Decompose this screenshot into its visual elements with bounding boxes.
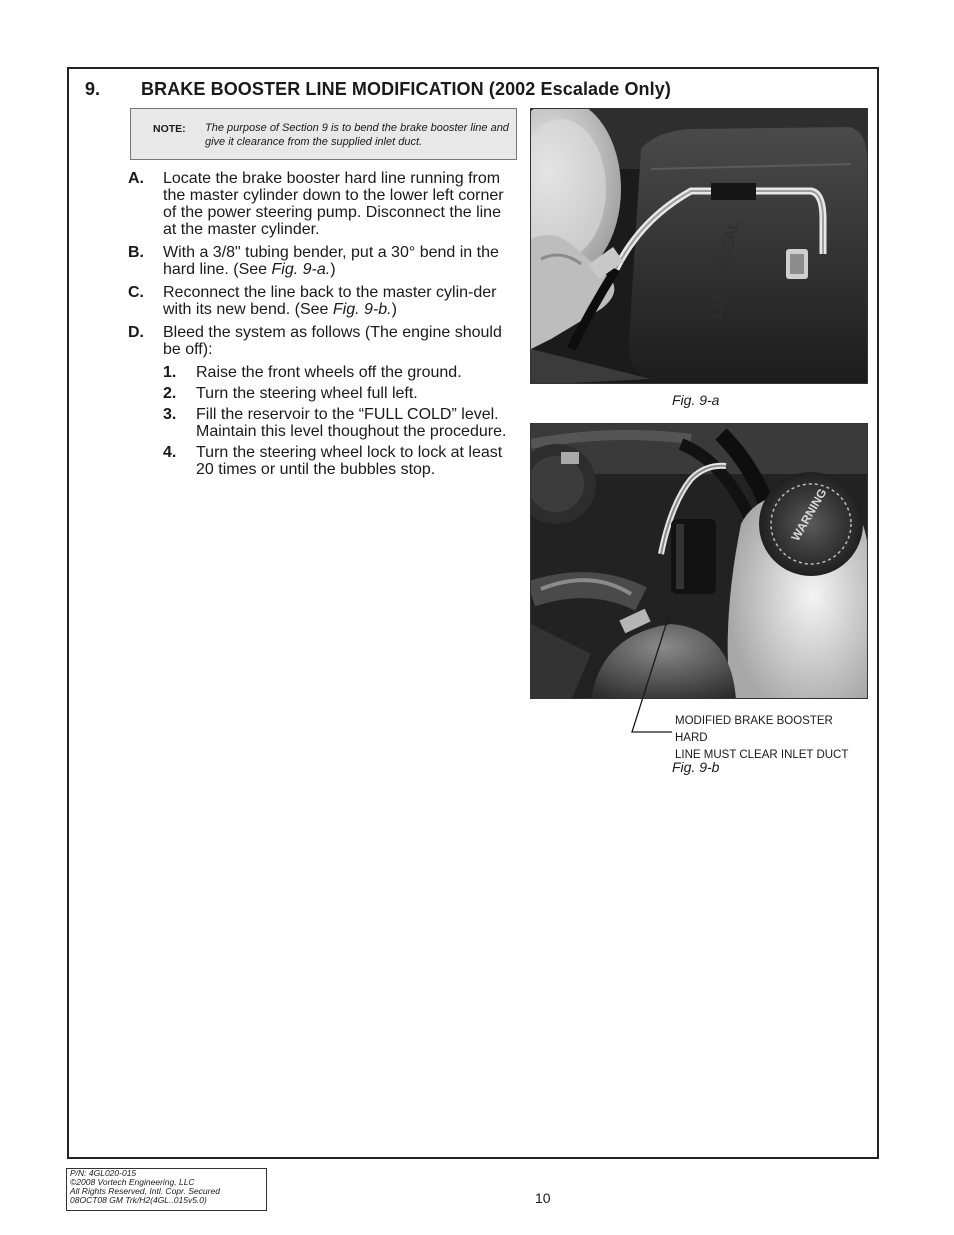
substep-text: Fill the reservoir to the “FULL COLD” level. Maintain this level thoughout the procedure. — [196, 406, 507, 440]
step-c — [128, 284, 508, 318]
section-title: BRAKE BOOSTER LINE MODIFICATION (2002 Escalade Only) — [141, 79, 671, 99]
step-text: Locate the brake booster hard line running from the master cylinder down to the lower left corner of the power steering pump. Disconnect the line at the master cylinder. — [163, 170, 504, 238]
substep-text: Turn the steering wheel full left. — [196, 385, 418, 402]
substep-label: 2. — [163, 385, 177, 402]
footer-line: P/N: 4GL020-015 — [70, 1168, 137, 1178]
callout-line-2: LINE MUST CLEAR INLET DUCT — [675, 749, 849, 761]
figure-9b-caption: Fig. 9-b — [672, 759, 720, 775]
page-number: 10 — [535, 1190, 551, 1206]
step-label: A. — [128, 170, 144, 187]
step-text: Reconnect the line back to the master cylin-der with its new bend. (See — [163, 284, 497, 318]
substep-1 — [128, 364, 508, 381]
step-list — [128, 170, 508, 482]
figure-9b-callout — [675, 713, 860, 764]
substep-label: 4. — [163, 444, 177, 461]
footer-line: All Rights Reserved, Intl. Copr. Secured — [70, 1186, 220, 1196]
note-box — [130, 108, 517, 160]
callout-line-1: MODIFIED BRAKE BOOSTER HARD — [675, 715, 833, 744]
note-label: NOTE: — [153, 123, 186, 135]
section-number: 9. — [85, 79, 101, 99]
step-b — [128, 244, 508, 278]
figure-9b-photo — [530, 423, 868, 699]
substep-3 — [128, 406, 508, 440]
step-text-end: ) — [330, 261, 336, 278]
figure-reference: Fig. 9-a. — [271, 261, 331, 278]
step-d — [128, 324, 508, 358]
step-a — [128, 170, 508, 238]
substep-label: 1. — [163, 364, 177, 381]
figure-9b-photo-text: WARNING — [788, 486, 830, 544]
substep-label: 3. — [163, 406, 177, 423]
substep-4 — [128, 444, 508, 478]
substep-text: Raise the front wheels off the ground. — [196, 364, 462, 381]
figure-9a-caption: Fig. 9-a — [672, 392, 720, 408]
figure-9a-photo-text: ELECTRICAL — [708, 219, 743, 320]
part-number-box — [66, 1168, 267, 1211]
footer-line: ©2008 Vortech Engineering, LLC — [70, 1177, 195, 1187]
figure-reference: Fig. 9-b. — [332, 301, 392, 318]
step-label: B. — [128, 244, 144, 261]
step-text-end: ) — [391, 301, 397, 318]
callout-leader-line — [620, 610, 680, 740]
step-label: C. — [128, 284, 144, 301]
figure-9a-photo — [530, 108, 868, 384]
step-text: With a 3/8" tubing bender, put a 30° bend in the hard line. (See — [163, 244, 499, 278]
substep-text: Turn the steering wheel lock to lock at least 20 times or until the bubbles stop. — [196, 444, 503, 478]
note-text: The purpose of Section 9 is to bend the brake booster line and give it clearance from the supplied inlet duct. — [205, 122, 509, 148]
step-label: D. — [128, 324, 144, 341]
step-text: Bleed the system as follows (The engine should be off): — [163, 324, 502, 358]
footer-line: 08OCT08 GM Trk/H2(4GL..015v5.0) — [70, 1195, 207, 1205]
substep-2 — [128, 385, 508, 402]
